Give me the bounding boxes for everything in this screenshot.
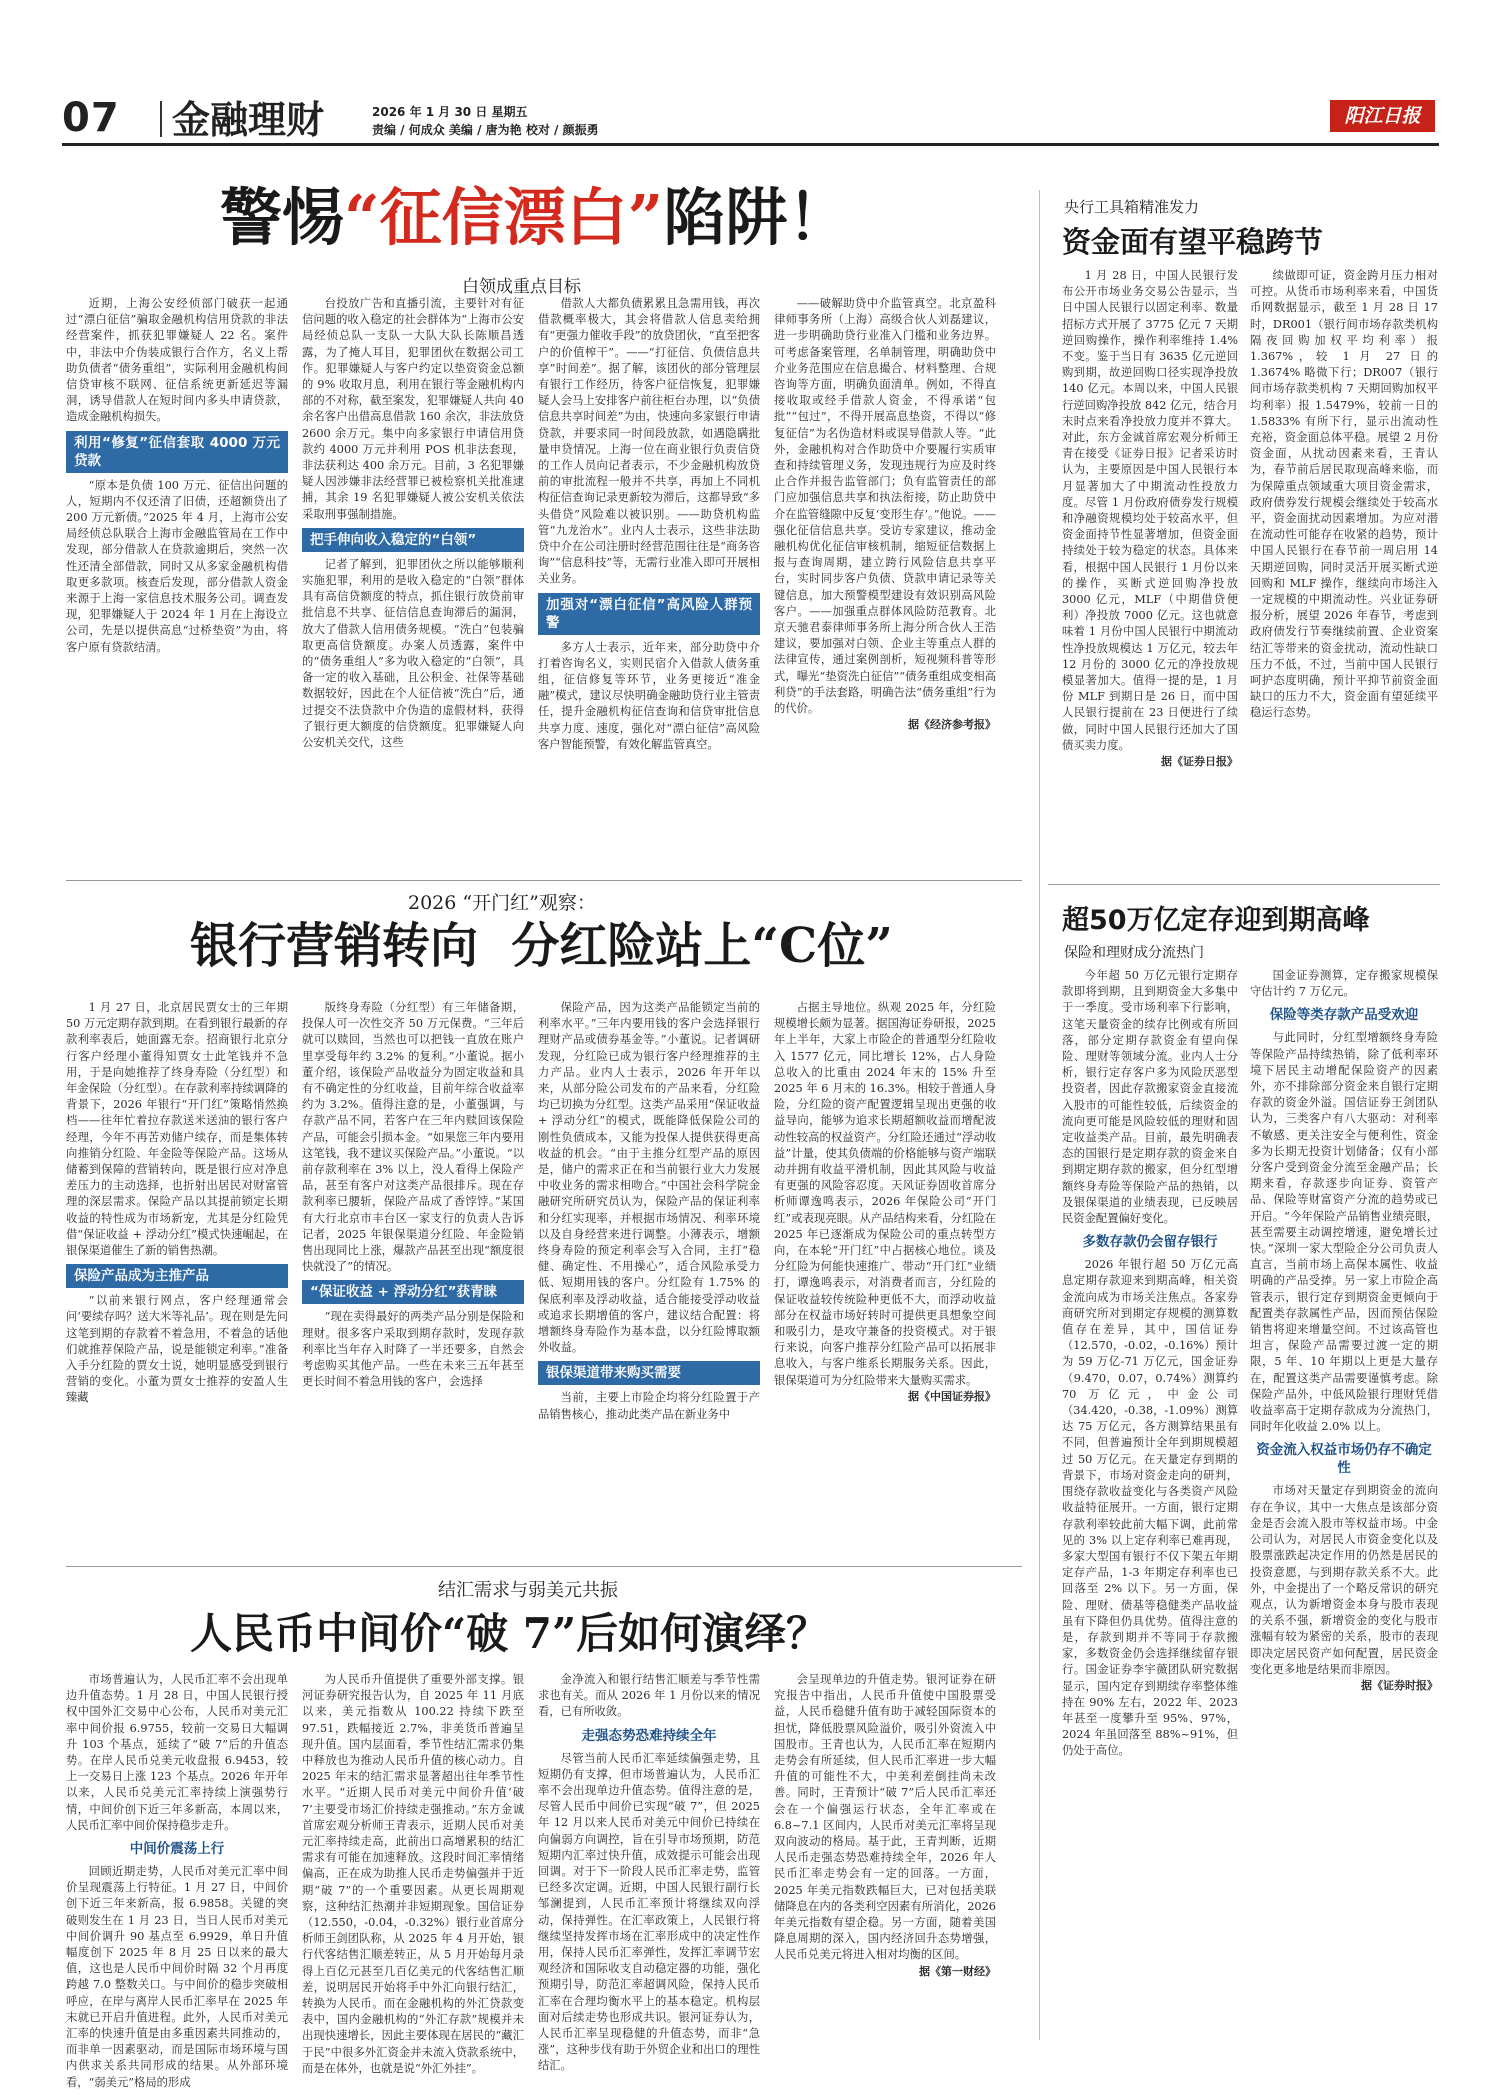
title-part-b-red: “征信漂白” <box>344 181 664 254</box>
article-3-col-3-text: 保险产品，因为这类产品能锁定当前的利率水平。”三年内要用钱的客户会选择银行理财产品或债券基金等。”小董说。记者调研发现，分红险已成为银行客户经理推荐的主力产品。业内人士表示，2026 年开年以来，从部分险公司发布的产品来看，分红险均已切换为分红型。这类产品采用“保证收益 + 浮动分红”的模式，既能降低保险公司的刚性负债成本，又能为投保人提供获得更高收益的机会。“由于主推分红型产品的原因是，储户的需求正在和当前银行业大力发展中收业务的需求相吻合。”中国社会科学院金融研究所研究员认为，保险产品的保证利率和分红实现率，并根据市场情况、利率环境以及自身经营来进行调整。小薄表示，增额终身寿险的预定利率会写入合同，主打“稳健、确定性、不用操心”，适合风险承受力低、短期用钱的客户。分红险有 1.75% 的保底利率及浮动收益，适合能接受浮动收益或追求长期增值的客户，建议结合配置：将增额终身寿险作为基本盘，以分红险博取额外收益。 <box>538 1001 760 1355</box>
article-1-subtitle: 白领成重点目标 <box>462 277 581 297</box>
article-1-col-1b-text: “原本是负债 100 万元、征信出问题的人，短期内不仅还清了旧债，还超额贷出了 200 万元新债。”2025 年 4 月，上海市公安局经侦总队联合上海市金融监管局在工作中发现，部分借款人在贷款逾期后，突然一次性还清全部借款，同时又从多家金融机构借取更多款项。核查后发现，部分借款人资金来源于上海一家信息技术服务公司。调查发现，犯罪嫌疑人于 2024 年 1 月在上海设立公司，先是以提供高息“过桥垫资”为由，将客户原有贷款结清。 <box>66 478 288 654</box>
article-5-col-4-text: 会呈现单边的升值走势。银河证券在研究报告中指出，人民币升值使中国股票受益，人民币稳健升值有助于减轻国际资本的担忧，降低股票风险溢价，吸引外资流入中国股市。王青也认为，人民币汇率在短期内走势会有所延续，但人民币汇率进一步大幅升值的可能性不大，中美利差倒挂尚未改善。同时，王青预计“破 7”后人民币汇率还会在一个偏强运行状态，全年汇率或在 6.8~7.1 区间内，人民币对美元汇率将呈现双向波动的格局。基于此，王青判断，近期人民币走强态势恐难持续全年，2026 年人民币汇率走势会有一定的回落。一方面，2025 年美元指数跌幅巨大，已对包括美联储降息在内的各类利空因素有所消化，2026 年美元指数有望企稳。另一方面，随着美国降息周期的深入，国内经济回升态势增强，人民币兑美元将进入相对均衡的区间。 <box>774 1673 996 1962</box>
article-5-subhead-1: 中间价震荡上行 <box>129 1841 225 1858</box>
article-3-col-1-text: 1 月 27 日，北京居民贾女士的三年期 50 万元定期存款到期。在看到银行最新的存款利率表后，她面露无奈。招商银行北京分行客户经理小董得知贾女士此笔钱并不急用，于是向她推荐了终身寿险（分红型）和年金保险（分红型）。在存款利率持续调降的背景下，2026 年银行“开门红”策略悄然换档——往年忙着拉存款送米送油的银行客户经理，今年不再苦劝储户续存，而是集体转向推销分红险、年金险等保险产品。这场从储蓄到保障的营销转向，既是银行应对净息差压力的主动选择，也折射出居民对财富管理的深层需求。保险产品以其提前锁定长期收益的特性成为市场新宠，尤其是分红险凭借“保证收益 + 浮动分红”模式快速崛起，在银保渠道催生了新的销售热潮。 <box>66 1001 288 1258</box>
section-title: 金融理财 <box>172 98 325 142</box>
masthead <box>0 0 1500 140</box>
article-5-col-1 <box>66 1672 288 2089</box>
paper-logo <box>1330 100 1435 132</box>
divider-vertical-main <box>1039 190 1040 2040</box>
divider-article-5 <box>66 1566 1022 1567</box>
article-2-title: 资金面有望平稳跨节 <box>1062 225 1324 259</box>
article-1-col-2 <box>302 296 524 866</box>
article-2-col-b-text: 续做即可证，资金跨月压力相对可控。从货币市场利率来看，中国货币网数据显示，截至 1 月 28 日 17 时，DR001（银行间市场存款类机构隔夜回购加权平均利率）报 1.367%，较 1 月 27 日的 1.3674% 略微下行；DR007（银行间市场存款类机构 7 天期回购加权平均利率）报 1.5479%，较前一日的 1.5833% 有所下行，显示出流动性充裕，资金面总体平稳。展望 2 月份资金面，从扰动因素来看，王青认为，春节前后居民取现高峰来临，而为保障重点领域重大项目资金需求，政府债券发行规模会继续处于较高水平，资金面扰动因素增加。为应对潜在流动性可能存在收紧的趋势，预计中国人民银行在春节前一周启用 14 天期逆回购，同时灵活开展买断式逆回购和 MLF 操作，继续向市场注入一定规模的中期流动性。兴业证券研报分析，展望 2026 年春节，考虑到政府债发行节奏继续前置、企业资案结汇等带来的资金扰动，流动性缺口压力不低，不过，当前中国人民银行呵护态度明确，预计平抑节前资金面缺口的压力不大，资金面有望延续平稳运行态势。 <box>1250 269 1438 720</box>
article-4-subhead-1: 多数存款仍会留存银行 <box>1082 1234 1218 1251</box>
article-5-col-3 <box>538 1672 760 2073</box>
issue-date: 2026 年 1 月 30 日 星期五 <box>372 105 528 119</box>
article-3-col-2 <box>302 1000 524 1560</box>
article-2-kicker: 央行工具箱精准发力 <box>1064 198 1200 216</box>
article-1-col-2-text: 台投放广告和直播引流，主要针对有征信问题的收入稳定的社会群体为“上海市公安局经侦总队一支队一大队大队长陈顺昌透露，为了掩人耳目，犯罪团伙在数据公司工作。犯罪嫌疑人与客户约定以垫资资金总额的 9% 收取月息，利用在银行等金融机构内部的不对称，截至案发，犯罪嫌疑人共向 40 余名客户出借高息借款 160 余次，非法放贷 2600 余万元。集中向多家银行申请信用贷款约 4000 万元并利用 POS 机非法套现，非法获利达 400 余万元。目前，3 名犯罪嫌疑人因涉嫌非法经营罪已被检察机关批准逮捕，其余 19 名犯罪嫌疑人被公安机关依法采取刑事强制措施。 <box>302 297 524 521</box>
article-3-col-3 <box>538 1000 760 1560</box>
article-5-col-1-text: 市场普遍认为，人民币汇率不会出现单边升值态势。1 月 28 日，中国人民银行授权中国外汇交易中心公布，人民币对美元汇率中间价报 6.9755，较前一交易日大幅调升 103 个基点，延续了“破 7”后的升值态势。在岸人民币兑美元收盘报 6.9453，较上一交易日上涨 123 个基点。2026 年开年以来，人民币兑美元汇率持续上演强势行情，中间价创下近三年多新高，本周以来，人民币汇率中间价保持稳步走升。 <box>66 1673 288 1832</box>
article-4-subtitle: 保险和理财成分流热门 <box>1064 945 1204 961</box>
article-3-col-2-text: 版终身寿险（分红型）有三年储备期，投保人可一次性交齐 50 万元保费。“三年后就可以赎回，当然也可以把钱一直放在账户里享受每年约 3.2% 的复利。”小董说。据小董介绍，该保险产品收益分为固定收益和具有不确定性的分红收益，目前年综合收益率约为 3.2%。值得注意的是，小董强调，与存款产品不同，若客户在三年内赎回该保险产品，可能会引损本金。“如果您三年内要用这笔钱，我不建议买保险产品。”小董说。“以前存款利率在 3% 以上，没人看得上保险产品，甚至有客户对这类产品很排斥。现在存款利率已腰斩，保险产品成了香饽饽。”某国有大行北京市丰台区一家支行的负责人告诉记者，2025 年银保渠道分红险、年金险销售出现同比上涨，爆款产品甚至出现“额度很快就没了”的情况。 <box>302 1001 524 1274</box>
article-3-col-2b-text: “现在卖得最好的两类产品分别是保险和理财。很多客户采取到期存款时，发现存款利率比当年存入时降了一半还要多，自然会考虑购买其他产品。一些在未来三五年甚至更长时间不着急用钱的客户，会选择 <box>302 1310 524 1389</box>
article-4-col-bc-text: 市场对天量定存到期资金的流向存在争议，其中一大焦点是该部分资金是否会流入股市等权益市场。中金公司认为，对居民人市资金变化以及股票涨跌起决定作用的仍然是居民的投资意愿，与到期存款关系不大。此外，中金提出了一个略反常识的研究观点，认为新增资金本身与股市表现的关系不强，新增资金的变化与股市涨幅有较为紧密的关系，股市的表现即决定居民资产如何配置，居民资金变化更多地是结果而非原因。 <box>1250 1484 1438 1676</box>
article-4-source: 据《证券时报》 <box>1361 1678 1438 1692</box>
article-3-col-4-text: 占据主导地位。纵观 2025 年，分红险规模增长颇为显著。据国海证券研报，2025 年上半年，大家上市险企的普通型分红险收入 1577 亿元，同比增长 12%，占人身险总收入的比重由 2024 年末的 15% 升至 2025 年 6 月末的 16.3%。相较于普通人身险，分红险的资产配置逻辑呈现出更强的收益导向，能够为追求长期超额收益而增配波动性较高的权益资产。分红险还通过“浮动收益”计量，使其负债端的价格能够与资产端联动并拥有收益平滑机制，因此其风险与收益有更强的风险容忍度。天风证券固收首席分析师谭逸鸣表示，2026 年保险公司“开门红”或表现亮眼。从产品结构来看，分红险在 2025 年已逐渐成为保险公司的重点转型方向，在本轮“开门红”中占据核心地位。谈及分红险为何能快速推广、带动“开门红”业绩打，谭逸鸣表示，对消费者而言，分红险的保证收益较传统险种更低不大，而浮动收益部分在权益市场好转时可提供更具想象空间和吸引力，是攻守兼备的投资模式。对于银行来说，向客户推荐分红险产品可以拓展非息收入，与客户维系长期服务关系。因此，银保渠道可为分红险带来大量购买需求。 <box>774 1001 996 1387</box>
article-4-col-b <box>1250 968 1438 2058</box>
article-1-col-4-text: ——破解助贷中介监管真空。北京盈科律师事务所（上海）高级合伙人刘磊建议，进一步明确助贷行业准入门槛和业务边界。可考虑备案管理，名单制管理，明确助贷中介业务范围应在信息撮合、材料整理、合规咨询等方面，明确负面清单。例如，不得直接收取或经手借款人资金，不得承诺“包批”“包过”，不得开展高息垫资，不得以“修复征信”为名伪造材料或误导借款人等。“此外，金融机构对合作助贷中介要履行实质审查和持续管理义务，发现违规行为应及时终止合作并报告监管部门；负有监管责任的部门应加强信息共享和执法衔接，防止助贷中介在监管缝隙中反复‘变形生存’。”他说。——强化征信信息共享。受访专家建议，推动金融机构优化征信审核机制，缩短征信数据上报与查询周期，建立跨行风险信息共享平台，实时同步客户负债、贷款申请记录等关键信息，加大预警模型建设有效识别高风险客户。——加强重点群体风险防范教育。北京天驰君泰律师事务所上海分所合伙人王浩建议，要加强对白领、企业主等重点人群的法律宣传，通过案例剖析，短视频科普等形式，曝光“垫资洗白征信”“债务重组成变相高利贷”的手法套路，明确告法“债务重组”行为的代价。 <box>774 297 996 716</box>
article-5-col-3b-text: 尽管当前人民币汇率延续偏强走势，且短期仍有支撑，但市场普遍认为，人民币汇率不会出现单边升值态势。值得注意的是，尽管人民币中间价已实现“破 7”，但 2025 年 12 月以来人民币对美元中间价已持续在向偏弱方向调控，旨在引导市场预期，防范短期内汇率过快升值，成效提示可能会出现回调。对于下一阶段人民币汇率走势，监管已经多次定调。近期，中国人民银行副行长邹澜提到，人民币汇率预计将继续双向浮动，保持弹性。在汇率政策上，人民银行将继续坚持发挥市场在汇率形成中的决定性作用，保持人民币汇率弹性，发挥汇率调节宏观经济和国际收支自动稳定器的功能，强化预期引导，防范汇率超调风险，保持人民币汇率在合理均衡水平上的基本稳定。机构层面对后续走势也形成共识。银河证券认为，人民币汇率呈现稳健的升值态势，而非“急涨”，这种步伐有助于外贸企业和出口的理性结汇。 <box>538 1751 760 2073</box>
article-1-col-3b-text: 多方人士表示，近年来，部分助贷中介打着咨询名义，实则民宿介入借款人债务重组，征信修复等环节，业务更接近“准金融”模式，建议尽快明确金融助贷行业主管责任，提升金融机构征信查询和信贷审批信息共享力度、速度，强化对“漂白征信”高风险客户智能预警，有效化解监管真空。 <box>538 640 760 751</box>
article-2-col-a <box>1062 268 1238 880</box>
article-4-title: 超50万亿定存迎到期高峰 <box>1062 905 1370 936</box>
article-3-col-4 <box>774 1000 996 1560</box>
article-1-col-1 <box>66 296 288 866</box>
article-4-subhead-3: 资金流入权益市场仍存不确定性 <box>1256 1442 1432 1477</box>
article-5-subhead-2: 走强态势恐难持续全年 <box>581 1727 717 1744</box>
article-5-col-2 <box>302 1672 524 2075</box>
article-4-col-a-text: 今年超 50 万亿元银行定期存款即将到期，且到期资金大多集中于一季度。受市场利率下行影响，这笔天量资金的续存比例或有所回落，部分定期存款资金有望向保险、理财等领域分流。业内人士分析，银行定存客户多为风险厌恶型投资者，因此存款搬家资金直接流入股市的可能性较低，后续资金的流向更可能是风险较低的理财和固定收益类产品。目前，最先明确表态的国银行是定期存款的资金来自到期定期存款的搬家，但分红型增额终身寿险等保险产品的热销，以及银保渠道的业绩表现，已反映居民资金配置偏好变化。 <box>1062 969 1238 1226</box>
article-4-subhead-2: 保险等类存款产品受欢迎 <box>1269 1007 1419 1024</box>
article-2-col-b <box>1250 268 1438 880</box>
article-1-source: 据《经济参考报》 <box>908 718 996 732</box>
article-1-subhead-3: 加强对“漂白征信”高风险人群预警 <box>538 593 760 635</box>
article-credit-bleach-title <box>220 178 850 268</box>
article-5-kicker: 结汇需求与弱美元共振 <box>438 1580 618 1601</box>
title-part-c: 陷阱！ <box>663 181 850 254</box>
divider-article-3 <box>66 880 1022 881</box>
article-5-col-1b-text: 回顾近期走势，人民币对美元汇率中间价呈现震荡上行特征。1 月 27 日，中间价创下近三年来新高，报 6.9858。关键的突破则发生在 1 月 23 日，当日人民币对美元中间价调升 90 基点至 6.9929，单日升值幅度创下 2025 年 8 月 25 日以来的最大值，这也是人民币中间价时隔 32 个月再度跨越 7.0 整数关口。与中间价的稳步突破相呼应，在岸与离岸人民币汇率早在 2025 年末就已开启升值进程。此外，人民币对美元汇率的快速升值是由多重因素共同推动的，而非单一因素驱动，而是国际市场环境与国内供求关系共同形成的结果。从外部环境看，“弱美元”格局的形成 <box>66 1865 288 2089</box>
section-divider <box>160 101 162 137</box>
article-4-col-bb-text: 与此同时，分红型增额终身寿险等保险产品持续热销，除了低利率环境下居民主动增配保险资产的因素外，亦不排除部分资金来自银行定期存款的资金外溢。国信证券王剑团队认为，三类客户有八大驱动：对利率不敏感、更关注安全与便利性，资金多为长期无投资计划储备；仅有小部分客户受到资金分流至金融产品；长期来看，存款逐步向证券、资管产品、保险等财富资产分流的趋势或已开启。“今年保险产品销售业绩亮眼，甚至需要主动调控增速，避免增长过快。”深圳一家大型险企分公司负责人直言，当前市场上高保本属性、收益明确的产品受捧。另一家上市险企高管表示，银行定存到期资金更倾向于配置类存款属性产品，因而预估保险销售将迎来增量空间。不过该高管也坦言，保险产品需要过渡一定的期限，5 年、10 年期以上更是大量存在，配置这类产品需要谨慎考虑。除保险产品外，中低风险银行理财凭借收益率高于定期存款成为分流热门，同时年化收益 2.0% 以上。 <box>1250 1031 1438 1434</box>
article-5-col-4 <box>774 1672 996 2060</box>
article-1-col-4 <box>774 296 996 866</box>
article-5-col-3-text: 金净流入和银行结售汇顺差与季节性需求也有关。而从 2026 年 1 月份以来的情况看，已有所收敛。 <box>538 1673 760 1719</box>
article-2-source: 据《证券日报》 <box>1161 755 1238 769</box>
article-3-kicker: 2026 “开门红”观察： <box>408 892 596 914</box>
editor-credits: 责编 / 何成众 美编 / 唐为艳 校对 / 颜振勇 <box>372 123 599 137</box>
article-3-col-1 <box>66 1000 288 1560</box>
article-3-source: 据《中国证券报》 <box>908 1389 996 1403</box>
article-5-source: 据《第一财经》 <box>919 1964 996 1978</box>
page-number: 07 <box>62 95 120 141</box>
article-1-col-1-text: 近期，上海公安经侦部门破获一起通过“漂白征信”骗取金融机构信用贷款的非法经营案件，抓获犯罪嫌疑人 22 名。案件中，非法中介伪装成银行合作方，名义上帮助负债者“债务重组”，实际利用金融机构间信贷审核不联网、征信系统更新延迟等漏洞，诱导借款人在短时间内多头申请贷款，造成金融机构损失。 <box>66 297 288 424</box>
article-3-subhead-1: 保险产品成为主推产品 <box>66 1264 288 1288</box>
article-3-col-1b-text: “以前来银行网点，客户经理通常会问‘要续存吗？送大米等礼品’。现在则是先问这笔到期的存款着不着急用，不着急的话他们就推荐保险产品，说是能锁定利率。”准备入手分红险的贾女士说，她明显感受到银行营销的变化。小董为贾女士推荐的安盈人生臻藏 <box>66 1294 288 1405</box>
paper-logo-text: 阳江日报 <box>1344 105 1421 127</box>
article-3-col-3b-text: 当前，主要上市险企均将分红险置于产品销售核心，推动此类产品在新业务中 <box>538 1391 760 1421</box>
article-4-col-b-text: 国金证券测算，定存搬家规模保守估计约 7 万亿元。 <box>1250 969 1438 999</box>
divider-article-4 <box>1048 884 1440 885</box>
article-4-col-a <box>1062 968 1238 2058</box>
article-1-col-3-text: 借款人大都负债累累且急需用钱，再次借款概率极大，其会将借款人信息卖给拥有“更强力催收手段”的放贷团伙，“直至把客户的价值榨干”。——“打征信、负债信息共享”时间差”。据了解，该团伙的部分管理层有银行工作经历，待客户征信恢复，犯罪嫌疑人会马上安排客户前往柜台办理，以“负债信息共享时间差”为由，快速向多家银行申请贷款，并要求同一时间段放款，如遇隐瞒批量申贷情况。上海一位在商业银行负责信贷的工作人员向记者表示，不少金融机构放贷前的审批流程一般并不共享，再加上不同机构征信查询记录更新较为滞后，这都导致“多头借贷”风险难以被识别。——助贷机构监管“九龙治水”。业内人士表示，这些非法助贷中介在公司注册时经营范围往往是“商务咨询”“信息科技”等，无需行业准入即可开展相关业务。 <box>538 297 760 586</box>
article-4-col-ab-text: 2026 年银行超 50 万亿元高息定期存款迎来到期高峰，相关资金流向成为市场关注焦点。各家券商研究所对到期定存规模的测算数值存在差异，其中，国信证券（12.570，-0.02，-0.16%）预计为 59 万亿-71 万亿元，国金证券（9.470，0.07，0.74%）测算约 70 万亿元，中金公司（34.420，-0.38，-1.09%）测算达 75 万亿元，各方测算结果虽有不同，但普遍预计全年到期规模超过 50 万亿元。在天量定存到期的背景下，市场对资金走向的研判，围绕存款收益变化与各类资产风险收益特征展开。一方面，银行定期存款利率较此前大幅下调，此前常见的 3% 以上定存利率已难再现，多家大型国有银行不仅下架五年期定存产品，1-3 年期定存利率也已回落至 2% 以下。另一方面，保险、理财、债基等稳健类产品收益虽有下降但仍具优势。值得注意的是，存款到期并不等同于存款搬家，多数资金仍会选择继续留存银行。国金证券李宇薇团队研究数据显示，国内定存到期续存率整体维持在 90% 左右，2022 年、2023 年甚至一度攀升至 95%、97%，2024 年虽回落至 88%~91%，但仍处于高位。 <box>1062 1258 1238 1758</box>
article-1-col-3 <box>538 296 760 866</box>
title-part-a: 警惕 <box>220 181 345 254</box>
article-3-title: 银行营销转向 分红险站上“C位” <box>190 918 893 974</box>
article-1-subhead-1: 利用“修复”征信套取 4000 万元贷款 <box>66 431 288 473</box>
article-2-col-a-text: 1 月 28 日，中国人民银行发布公开市场业务交易公告显示，当日中国人民银行以固定利率、数量招标方式开展了 3775 亿元 7 天期逆回购操作，操作利率维持 1.4% 不变。鉴于当日有 3635 亿元逆回购到期，故逆回购口径实现净投放 140 亿元。本周以来，中国人民银行逆回购净投放 842 亿元，结合月末时点来看净投放力度并不算大。对此，东方金诚首席宏观分析师王青在接受《证券日报》记者采访时认为，主要原因是中国人民银行本月显著加大了中期流动性投放力度。尽管 1 月份政府债券发行规模和净融资规模均处于较高水平，但资金面持节性显著增加，但资金面持续处于较为稳定的状态。具体来看，根据中国人民银行 1 月份以来的操作，买断式逆回购净投放 3000 亿元，MLF（中期借贷便利）净投放 7000 亿元。这也就意味着 1 月份中国人民银行中期流动性净投放规模达 1 万亿元，较去年 12 月份的 3000 亿元的净投放规模显著加大。值得一提的是，1 月份 MLF 到期日是 26 日，而中国人民银行提前在 23 日便进行了续做，同时中国人民银行还加大了国债买卖力度。 <box>1062 269 1238 752</box>
masthead-rule <box>62 143 1439 146</box>
article-5-col-2-text: 为人民币升值提供了重要外部支撑。银河证券研究报告认为，自 2025 年 11 月底以来，美元指数从 100.22 持续下跌至 97.51，跌幅接近 2.7%，非美货币普遍呈现升值。国内层面看，季节性结汇需求仍集中释放也为推动人民币升值的核心动力。自 2025 年末的结汇需求显著超出往年季节性水平。“近期人民币对美元中间价升值‘破 7’主要受市场汇价持续走强推动。”东方金诚首席宏观分析师王青表示，近期人民币对美元汇率持续走高，此前出口高增累积的结汇需求有可能在加速释放。这段时间汇率情绪偏高，正在成为助推人民币走势偏强并于近期“破 7”的一个重要因素。从更长周期观察，这种结汇热潮并非短期现象。国信证券（12.550，-0.04，-0.32%）银行业首席分析师王剑团队称，从 2025 年 4 月开始，银行代客结售汇顺差转正，从 5 月开始每月录得上百亿元甚至几百亿美元的代客结售汇顺差，说明居民开始将手中外汇向银行结汇，转换为人民币。而在金融机构的外汇贷款变表中，国内金融机构的“外汇存款”规模并未出现快速增长，因此主要体现在居民的“藏汇于民”中很多外汇资金并未流入贷款系统中，而是在体外，也就是说“外汇外挂”。 <box>302 1673 524 2075</box>
article-1-subhead-2: 把手伸向收入稳定的“白领” <box>302 528 524 552</box>
article-3-subhead-3: 银保渠道带来购买需要 <box>538 1361 760 1385</box>
article-5-title: 人民币中间价“破 7”后如何演绎？ <box>190 1609 829 1658</box>
article-1-col-2b-text: 记者了解到，犯罪团伙之所以能够顺利实施犯罪，利用的是收入稳定的“白领”群体具有高信贷额度的特点，抓住银行放贷前审批信息不共享、征信信息查询滞后的漏洞，放大了借款人信用债务规模。“洗白”包装骗取更高信贷额度。办案人员透露，案件中的“债务重组人”多为收入稳定的“白领”，具备一定的收入基础，且公积金、社保等基础数据较好，因此在个人征信被“洗白”后，通过提交不法贷款中介伪造的虚假材料，获得了银行更大额度的信贷额度。犯罪嫌疑人向公安机关交代，这些 <box>302 557 524 750</box>
article-3-subhead-2: “保证收益 + 浮动分红”获青睐 <box>302 1280 524 1304</box>
